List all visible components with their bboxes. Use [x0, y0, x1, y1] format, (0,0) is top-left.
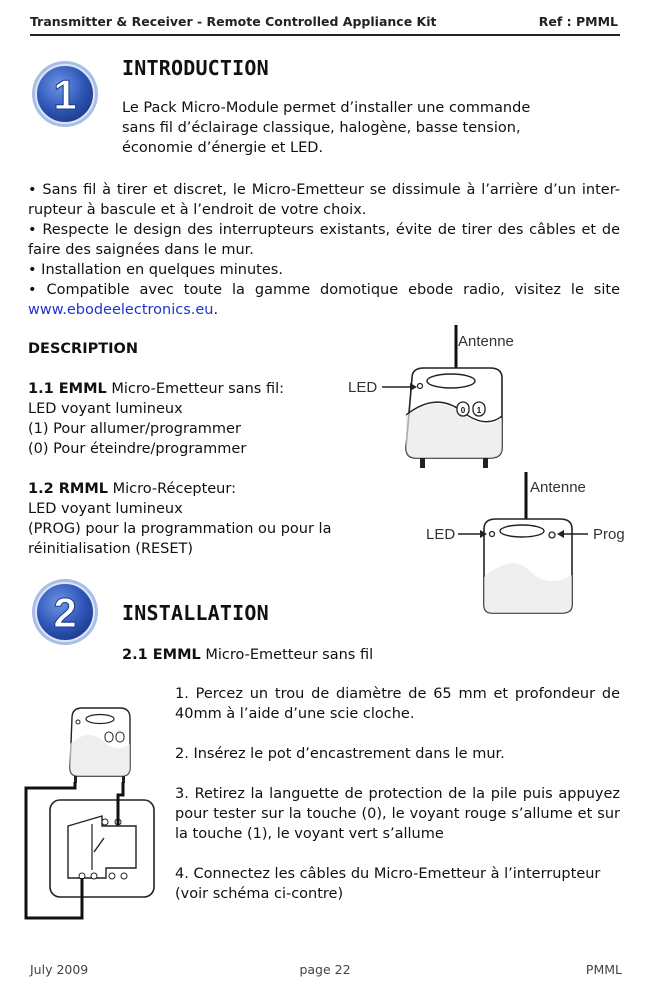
emml-line: (0) Pour éteindre/programmer — [28, 441, 247, 457]
intro-title: INTRODUCTION — [122, 56, 269, 80]
installation-subheading — [122, 645, 373, 665]
wiring-diagram — [20, 700, 170, 925]
section-1-number: 1 — [53, 71, 77, 118]
installation-step: 2. Insérez le pot d’encastrement dans le mur. — [175, 746, 505, 762]
section-2-number: 2 — [53, 589, 77, 636]
section-2-badge-icon — [30, 577, 100, 647]
svg-text:1: 1 — [476, 406, 482, 415]
section-1-badge-icon — [30, 59, 100, 129]
description-heading: DESCRIPTION — [28, 341, 138, 357]
emml-line: (1) Pour allumer/programmer — [28, 421, 241, 437]
emitter-led-label: LED — [348, 379, 378, 396]
bullet-item: • Installation en quelques minutes. — [28, 262, 283, 278]
document-header-title: Transmitter & Receiver - Remote Controlled Appliance Kit — [30, 14, 437, 29]
receiver-antenna-label: Antenne — [530, 479, 586, 496]
bullet-item: • Sans fil à tirer et discret, le Micro-Emetteur se dissimule à l’arrière d’un inter-rupteur à bascule et à l’endroit de votre choix. — [28, 182, 620, 218]
bullet-item — [28, 280, 620, 320]
rmml-line: (PROG) pour la programmation ou pour la réinitialisation (RESET) — [28, 521, 332, 557]
emml-description — [28, 379, 348, 459]
rmml-code: 1.2 RMML — [28, 481, 108, 497]
emml-name: Micro-Emetteur sans fil: — [111, 381, 284, 397]
document-header-ref: Ref : PMML — [538, 14, 618, 29]
bullet-item: • Respecte le design des interrupteurs existants, évite de tirer des câbles et de faire des saignées dans le mur. — [28, 222, 620, 258]
intro-text: Le Pack Micro-Module permet d’installer une commande sans fil d’éclairage classique, halogène, basse tension, économie d’énergie et LED. — [122, 100, 531, 156]
bullet-text: • Compatible avec toute la gamme domotique ebode radio, visitez le site — [28, 282, 620, 298]
feature-bullets — [28, 180, 620, 320]
website-link[interactable]: www.ebodeelectronics.eu — [28, 302, 214, 318]
receiver-led-label: LED — [426, 526, 456, 543]
rmml-name: Micro-Récepteur: — [112, 481, 236, 497]
footer-ref: PMML — [585, 962, 622, 977]
emml-line: LED voyant lumineux — [28, 401, 183, 417]
installation-steps — [175, 684, 620, 904]
header-divider — [30, 34, 620, 36]
footer-date: July 2009 — [30, 962, 89, 977]
installation-step: 4. Connectez les câbles du Micro-Emetteur à l’interrupteur (voir schéma ci-contre) — [175, 866, 601, 902]
receiver-prog-label: Prog — [593, 526, 625, 543]
installation-step: 1. Percez un trou de diamètre de 65 mm et profondeur de 40mm à l’aide d’une scie cloche. — [175, 686, 620, 722]
bullet-end: . — [213, 302, 219, 318]
svg-text:0: 0 — [460, 406, 466, 415]
installation-sub-name: Micro-Emetteur sans fil — [205, 647, 374, 663]
rmml-line: LED voyant lumineux — [28, 501, 183, 517]
receiver-diagram — [422, 467, 632, 617]
installation-sub-code: 2.1 EMML — [122, 647, 201, 663]
emml-code: 1.1 EMML — [28, 381, 107, 397]
emitter-antenna-label: Antenne — [458, 333, 514, 350]
installation-step: 3. Retirez la languette de protection de la pile puis appuyez pour tester sur la touche (0), le voyant rouge s’allume et sur la touche (1), le voyant vert s’allume — [175, 786, 620, 842]
rmml-description — [28, 479, 348, 559]
installation-title: INSTALLATION — [122, 601, 269, 625]
footer-page-number: page 22 — [299, 962, 351, 977]
emitter-diagram — [340, 320, 550, 480]
